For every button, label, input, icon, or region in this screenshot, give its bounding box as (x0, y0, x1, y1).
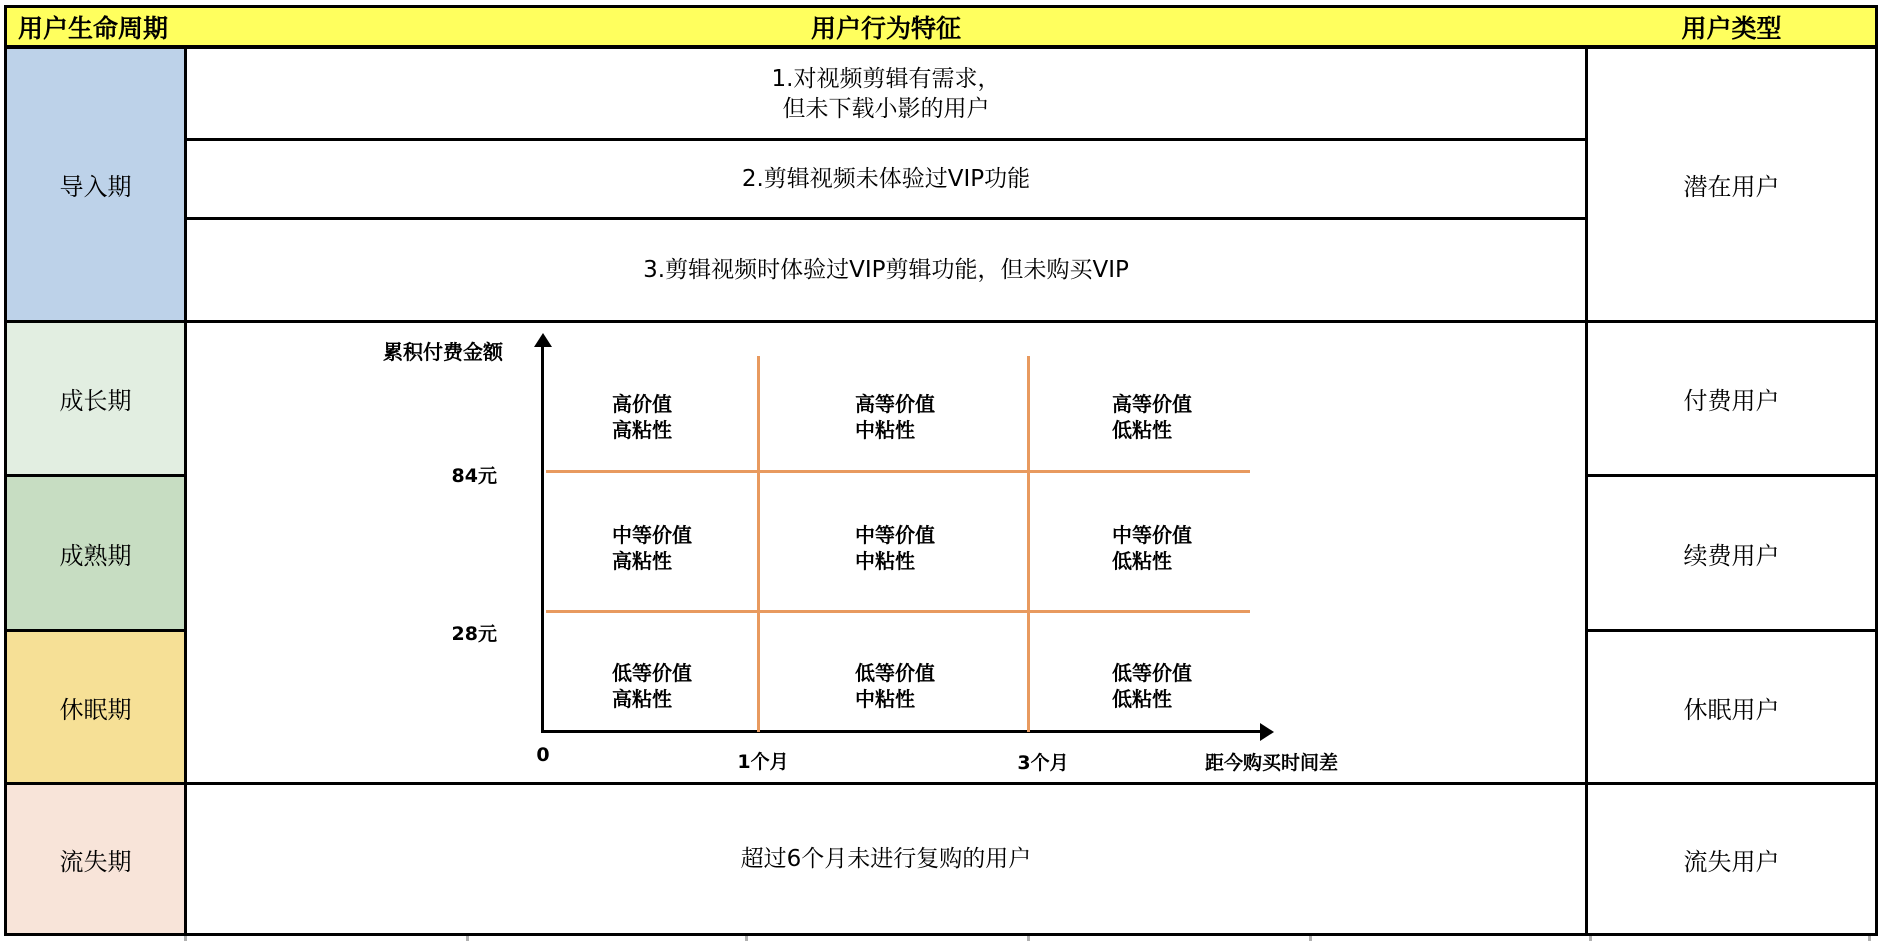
quadrant-r2c1-stickiness: 高粘性 (612, 549, 672, 573)
grid-stub (184, 936, 187, 941)
grid-stub (1589, 936, 1592, 941)
quadrant-r2c2-value: 中等价值 (855, 523, 935, 547)
y-tick-84yuan: 84元 (451, 465, 497, 487)
quadrant-r1c1-stickiness: 高粘性 (612, 418, 672, 442)
quadrant-r2c3-stickiness: 低粘性 (1112, 549, 1172, 573)
type-cell-paying: 付费用户 (1683, 387, 1780, 415)
type-cell-renewal: 续费用户 (1683, 541, 1780, 570)
x-tick-3month: 3个月 (1017, 752, 1069, 774)
x-tick-1month: 1个月 (737, 751, 789, 773)
table-outer-border (4, 5, 1878, 936)
grid-stub (466, 936, 469, 941)
y-tick-28yuan: 28元 (451, 623, 497, 645)
quadrant-r3c2-stickiness: 中粘性 (855, 687, 915, 711)
behavior-cell-3: 3.剪辑视频时体验过VIP剪辑功能，但未购买VIP (643, 257, 1129, 283)
header-cell-user-type: 用户类型 (1681, 13, 1782, 43)
stage-label-import: 导入期 (59, 173, 132, 201)
grid-stub (1309, 936, 1312, 941)
quadrant-r1c3-stickiness: 低粘性 (1112, 418, 1172, 442)
grid-stub (745, 936, 748, 941)
grid-stub (1027, 936, 1030, 941)
quadrant-r2c3-value: 中等价值 (1112, 523, 1192, 547)
stage-label-churn: 流失期 (59, 847, 132, 876)
behavior-cell-churn: 超过6个月未进行复购的用户 (740, 846, 1032, 872)
x-tick-0: 0 (536, 744, 550, 766)
grid-stub (1868, 936, 1871, 941)
stage-label-mature: 成熟期 (59, 541, 132, 570)
quadrant-r3c3-value: 低等价值 (1112, 661, 1192, 685)
behavior-cell-2: 2.剪辑视频未体验过VIP功能 (741, 166, 1031, 192)
quadrant-r3c1-value: 低等价值 (612, 661, 692, 685)
y-axis-title: 累积付费金额 (383, 340, 503, 364)
header-cell-behavior: 用户行为特征 (810, 13, 961, 43)
quadrant-r3c3-stickiness: 低粘性 (1112, 687, 1172, 711)
type-cell-dormant: 休眠用户 (1683, 695, 1780, 724)
quadrant-r2c1-value: 中等价值 (612, 523, 692, 547)
type-cell-potential: 潜在用户 (1683, 173, 1780, 201)
behavior-1-line2: 但未下载小影的用户 (782, 95, 990, 122)
quadrant-r3c2-value: 低等价值 (855, 661, 935, 685)
stage-label-dormant: 休眠期 (59, 695, 132, 724)
quadrant-r1c2-stickiness: 中粘性 (855, 418, 915, 442)
quadrant-r1c1-value: 高价值 (612, 392, 672, 416)
quadrant-r1c3-value: 高等价值 (1112, 392, 1192, 416)
behavior-1-line1: 1.对视频剪辑有需求， (771, 65, 1001, 92)
quadrant-r3c1-stickiness: 高粘性 (612, 687, 672, 711)
quadrant-r1c2-value: 高等价值 (855, 392, 935, 416)
type-cell-churned: 流失用户 (1683, 847, 1780, 876)
x-axis-title: 距今购买时间差 (1205, 752, 1339, 774)
header-cell-lifecycle: 用户生命周期 (18, 13, 169, 43)
quadrant-r2c2-stickiness: 中粘性 (855, 549, 915, 573)
stage-label-growth: 成长期 (59, 387, 132, 415)
